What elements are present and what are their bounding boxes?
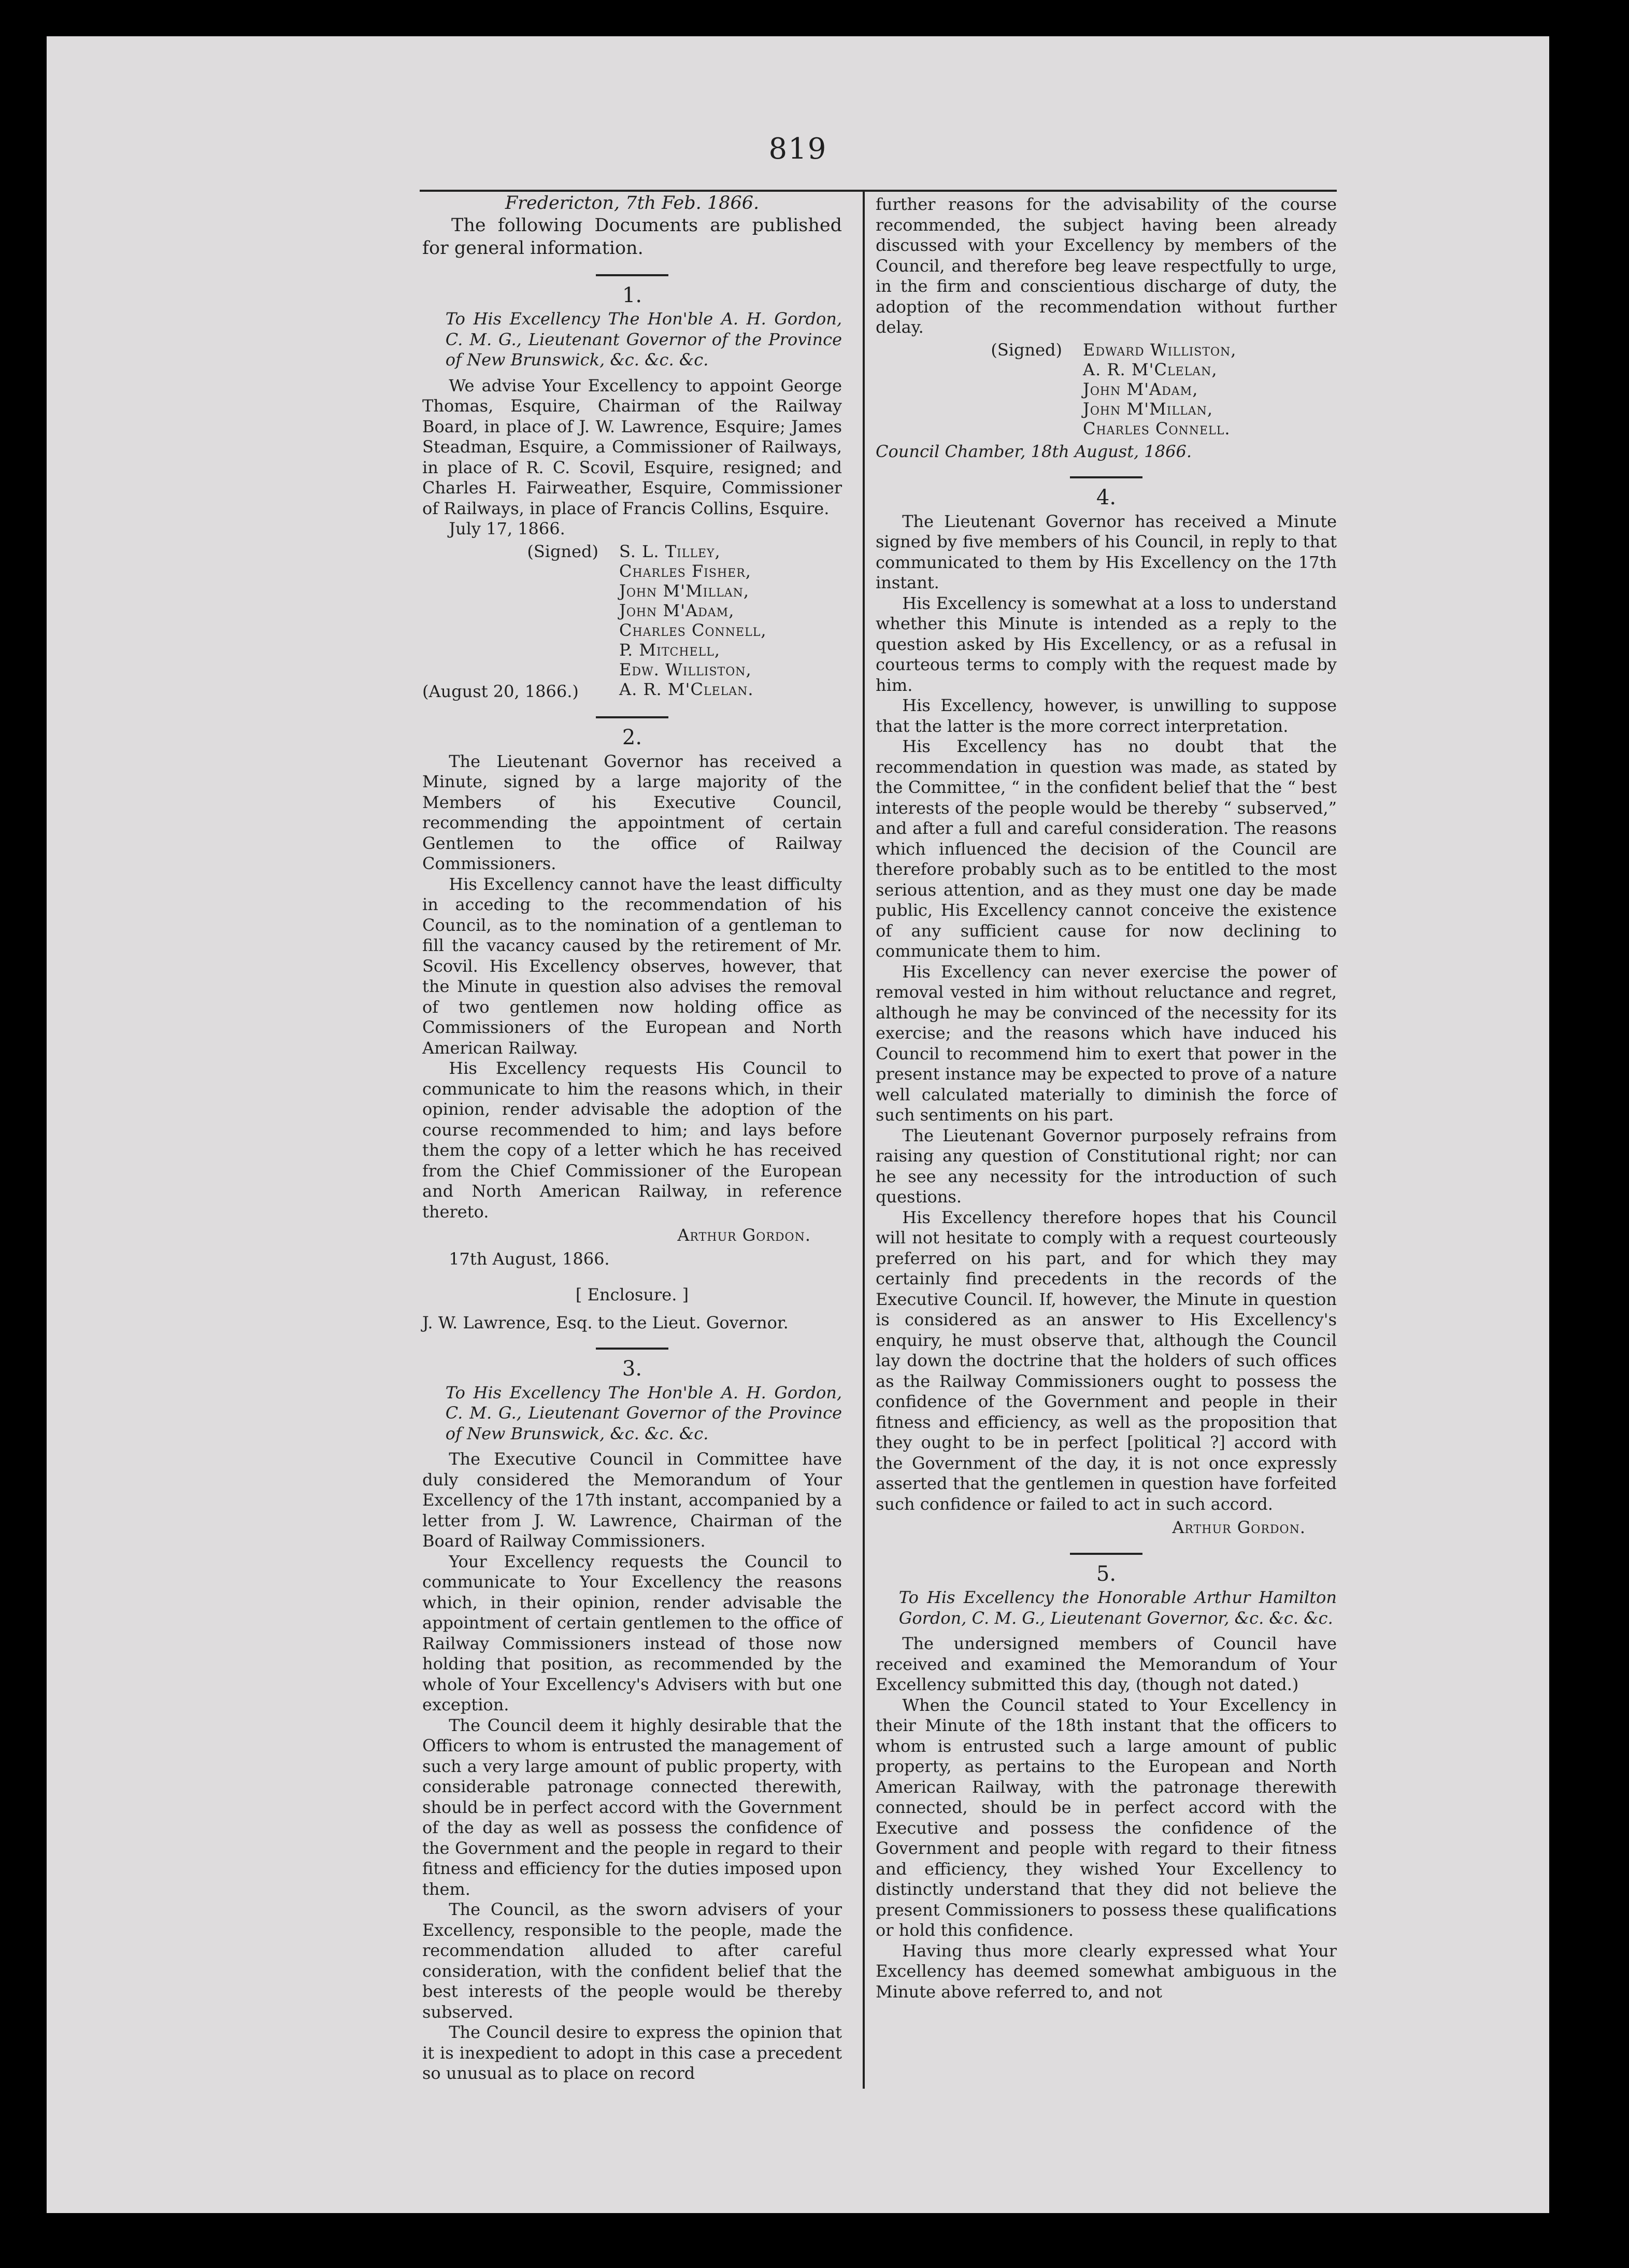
left-column [422,194,842,2084]
doc5-paragraph: When the Council stated to Your Excellency in their Minute of the 18th instant that the officers to whom is entrusted such a large amount of public property, as pertains to the European and North American Railway, with the patronage therewith connected, should be in perfect accord with the Executive and possess the confidence of the Government and people with regard to their fitness and efficiency, they wished Your Excellency to distinctly understand that they did not believe the present Commissioners to possess these qualifications or hold this confidence. [876,1695,1337,1940]
doc5-heading: To His Excellency the Honorable Arthur Hamilton Gordon, C. M. G., Lieutenant Governor, &c. &c. &c. [898,1587,1337,1628]
dateline: Fredericton, 7th Feb. 1866. [505,193,760,214]
right-column [876,194,1337,2002]
doc3-paragraph: Your Excellency requests the Council to communicate to Your Excellency the reasons which, in their opinion, render advisable the appointment of certain gentlemen to the office of Railway Commissioners instead of those now holding that position, as recommended by the whole of Your Excellency's Advisers with but one exception. [422,1551,842,1714]
header-rule [420,190,1337,192]
doc3-paragraph: The Council deem it highly desirable that the Officers to whom is entrusted the management of such a very large amount of public property, with considerable patronage connected therewith, should be in perfect accord with the Government of the day as well as possess the confidence of the Government and the people in regard to their fitness and efficiency for the duties imposed upon them. [422,1715,842,1899]
doc5-paragraph: Having thus more clearly expressed what Your Excellency has deemed somewhat ambiguous in the Minute above referred to, and not [876,1940,1337,2002]
document-page [47,36,1549,2213]
signatory: John M'Adam, [1083,379,1198,399]
signatory: A. R. M'Clelan, [1083,359,1218,379]
doc4-number: 4. [1096,486,1117,509]
edge-mark [0,601,9,637]
signatory: John M'Millan, [1083,399,1213,419]
intro-paragraph: The following Documents are published for general information. [422,215,842,259]
doc1-number: 1. [622,283,642,307]
section-rule [1070,476,1142,478]
council-chamber-line: Council Chamber, 18th August, 1866. [876,441,1192,461]
signatory: P. Mitchell, [619,640,720,660]
doc4-paragraph: His Excellency can never exercise the power of removal vested in him without reluctance and regret, although he may be convinced of the necessity for its exercise; and the reasons which have induced his Council to recommend him to exert that power in the present instance may be expected to prove of a nature well calculated materially to diminish the force of such sentiments on his part. [876,961,1337,1125]
edge-mark [0,1327,7,1358]
signatory: John M'Millan, [619,580,750,601]
doc4-paragraph: The Lieutenant Governor purposely refrains from raising any question of Constitutional right; nor can he see any necessity for the introduction of such questions. [876,1125,1337,1207]
section-rule [596,274,668,276]
doc1-date: July 17, 1866. [449,519,565,538]
signatory: Edward Williston, [1083,339,1237,360]
doc4-paragraph: His Excellency therefore hopes that his Council will not hesitate to comply with a request courteously preferred on his part, and for which they may certainly find precedents in the records of the Executive Council. If, however, the Minute in question is considered as an answer to His Excellency's enquiry, he must observe that, although the Council lay down the doctrine that the holders of such offices as the Railway Commissioners ought to possess the confidence of the Government and people in their fitness and efficiency, as well as the proposition that they ought to be in perfect [political ?] accord with the Government of the day, it is not once expressly asserted that the gentlemen in question have forfeited such confidence or failed to act in such accord. [876,1207,1337,1514]
doc2-number: 2. [622,726,642,749]
signed-label: (Signed) [991,339,1062,360]
doc2-paragraph: His Excellency requests His Council to communicate to him the reasons which, in their opinion, render advisable the adoption of the course recommended to him; and lays before them the copy of a letter which he has received from the Chief Commissioner of the European and North American Railway, in reference thereto. [422,1058,842,1222]
enclosure-label: [ Enclosure. ] [575,1285,689,1305]
doc1-body: We advise Your Excellency to appoint George Thomas, Esquire, Chairman of the Railway Board, in place of J. W. Lawrence, Esquire; James Steadman, Esquire, a Commissioner of Railways, in place of R. C. Scovil, Esquire, resigned; and Charles H. Fairweather, Esquire, Commissioner of Railways, in place of Francis Collins, Esquire. [422,375,842,518]
doc1-second-date: (August 20, 1866.) [422,681,579,701]
doc3-paragraph: The Council, as the sworn advisers of your Excellency, responsible to the people, made the recommendation alluded to after careful consideration, with the confident belief that the best interests of the people would be thereby subserved. [422,1900,842,2022]
section-rule [596,716,668,718]
doc4-paragraph: The Lieutenant Governor has received a Minute signed by five members of his Council, in reply to that communicated to them by His Excellency on the 17th instant. [876,511,1337,592]
doc4-signature: Arthur Gordon. [1172,1518,1306,1537]
doc2-date: 17th August, 1866. [449,1249,610,1269]
section-rule [1070,1553,1142,1555]
doc4-paragraph: His Excellency is somewhat at a loss to understand whether this Minute is intended as a reply to the question asked by His Excellency, or as a refusal in courteous terms to comply with the request made by him. [876,593,1337,695]
doc3-number: 3. [622,1357,642,1381]
doc5-number: 5. [1096,1562,1117,1586]
doc3-heading: To His Excellency The Hon'ble A. H. Gordon, C. M. G., Lieutenant Governor of the Province of New Brunswick, &c. &c. &c. [445,1382,842,1443]
doc2-paragraph: His Excellency cannot have the least difficulty in acceding to the recommendation of his Council, as to the nomination of a gentleman to fill the vacancy caused by the retirement of Mr. Scovil. His Excellency observes, however, that the Minute in question also advises the removal of two gentlemen now holding office as Commissioners of the European and North American Railway. [422,874,842,1058]
page-number: 819 [768,132,827,166]
column-divider [863,192,865,2089]
doc2-signature: Arthur Gordon. [677,1225,811,1245]
edge-mark [0,290,9,327]
doc3-paragraph: The Council desire to express the opinion that it is inexpedient to adopt in this case a precedent so unusual as to place on record [422,2022,842,2083]
doc3-signature-block [876,340,1337,438]
doc4-paragraph: His Excellency, however, is unwilling to suppose that the latter is the more correct interpretation. [876,696,1337,736]
signed-label: (Signed) [527,541,598,561]
signatory: Edw. Williston, [619,659,752,679]
signatory: S. L. Tilley, [619,541,721,561]
signatory: Charles Connell, [619,620,767,640]
signatory: John M'Adam, [619,600,735,620]
signatory: Charles Fisher, [619,561,751,581]
doc3-paragraph: The Executive Council in Committee have duly considered the Memorandum of Your Excellency of the 17th instant, accompanied by a letter from J. W. Lawrence, Chairman of the Board of Railway Commissioners. [422,1449,842,1551]
signatory: A. R. M'Clelan. [619,679,754,699]
doc2-paragraph: The Lieutenant Governor has received a Minute, signed by a large majority of the Members of his Executive Council, recommending the appointment of certain Gentlemen to the office of Railway Commissioners. [422,751,842,873]
doc1-signature-block [422,542,842,699]
doc5-paragraph: The undersigned members of Council have received and examined the Memorandum of Your Excellency submitted this day, (though not dated.) [876,1634,1337,1694]
section-rule [596,1348,668,1350]
enclosure-line: J. W. Lawrence, Esq. to the Lieut. Governor. [422,1312,789,1333]
signatory: Charles Connell. [1083,418,1231,438]
doc3-continued: further reasons for the advisability of the course recommended, the subject having been already discussed with your Excellency by members of the Council, and therefore beg leave respectfully to urge, in the firm and conscientious discharge of duty, the adoption of the recommendation without further delay. [876,194,1337,337]
doc4-paragraph: His Excellency has no doubt that the recommendation in question was made, as stated by the Committee, “ in the confident belief that the “ best interests of the people would be thereby “ subserved,” and after a full and careful consideration. The reasons which influenced the decision of the Council are therefore probably such as to be entitled to the most serious attention, and as they must one day be made public, His Excellency cannot conceive the existence of any sufficient cause for now declining to communicate them to him. [876,736,1337,961]
doc1-heading: To His Excellency The Hon'ble A. H. Gordon, C. M. G., Lieutenant Governor of the Province of New Brunswick, &c. &c. &c. [445,309,842,370]
